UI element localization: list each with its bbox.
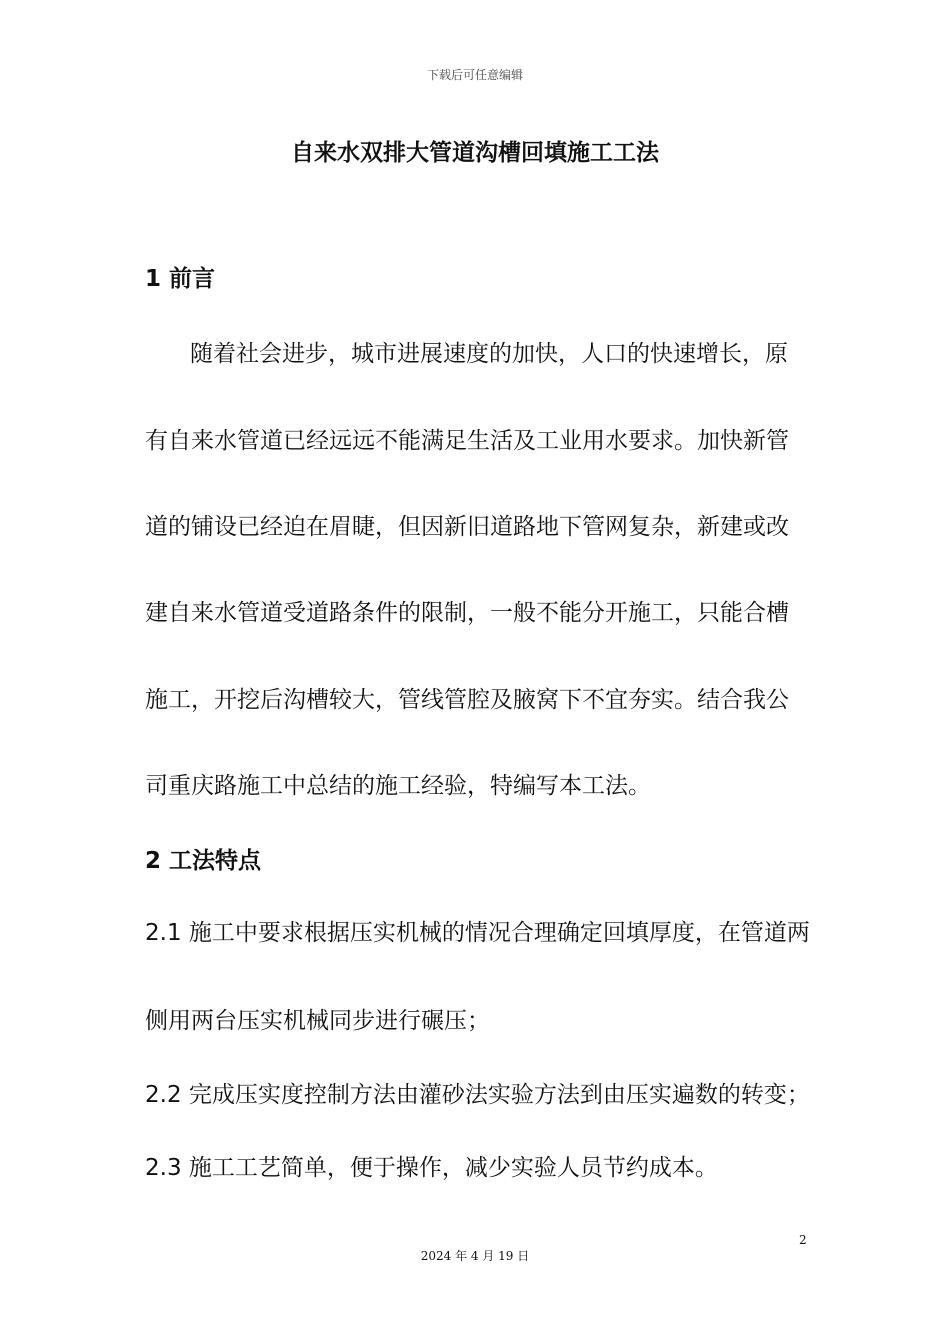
document-title: 自来水双排大管道沟槽回填施工工法	[291, 140, 659, 166]
page-number: 2	[799, 1233, 807, 1247]
footer-date: 2024 年 4 月 19 日	[420, 1249, 530, 1263]
paragraph-line: 随着社会进步，城市进展速度的加快，人口的快速增长，原	[190, 341, 788, 367]
list-item: 2.2 完成压实度控制方法由灌砂法实验方法到由压实遍数的转变；	[145, 1082, 810, 1108]
paragraph-line: 司重庆路施工中总结的施工经验，特编写本工法。	[145, 773, 651, 799]
section1-heading: 1 前言	[145, 266, 216, 292]
list-item: 2.1 施工中要求根据压实机械的情况合理确定回填厚度，在管道两	[145, 920, 810, 946]
section2-heading: 2 工法特点	[145, 848, 262, 874]
paragraph-line: 施工，开挖后沟槽较大，管线管腔及腋窝下不宜夯实。结合我公	[145, 687, 789, 713]
paragraph-line: 有自来水管道已经远远不能满足生活及工业用水要求。加快新管	[145, 428, 789, 454]
paragraph-line: 道的铺设已经迫在眉睫，但因新旧道路地下管网复杂，新建或改	[145, 514, 789, 540]
paragraph-line: 建自来水管道受道路条件的限制，一般不能分开施工，只能合槽	[145, 600, 789, 626]
header-note: 下载后可任意编辑	[426, 68, 523, 82]
list-item: 侧用两台压实机械同步进行碾压；	[145, 1008, 490, 1034]
list-item: 2.3 施工工艺简单，便于操作，减少实验人员节约成本。	[145, 1155, 718, 1181]
